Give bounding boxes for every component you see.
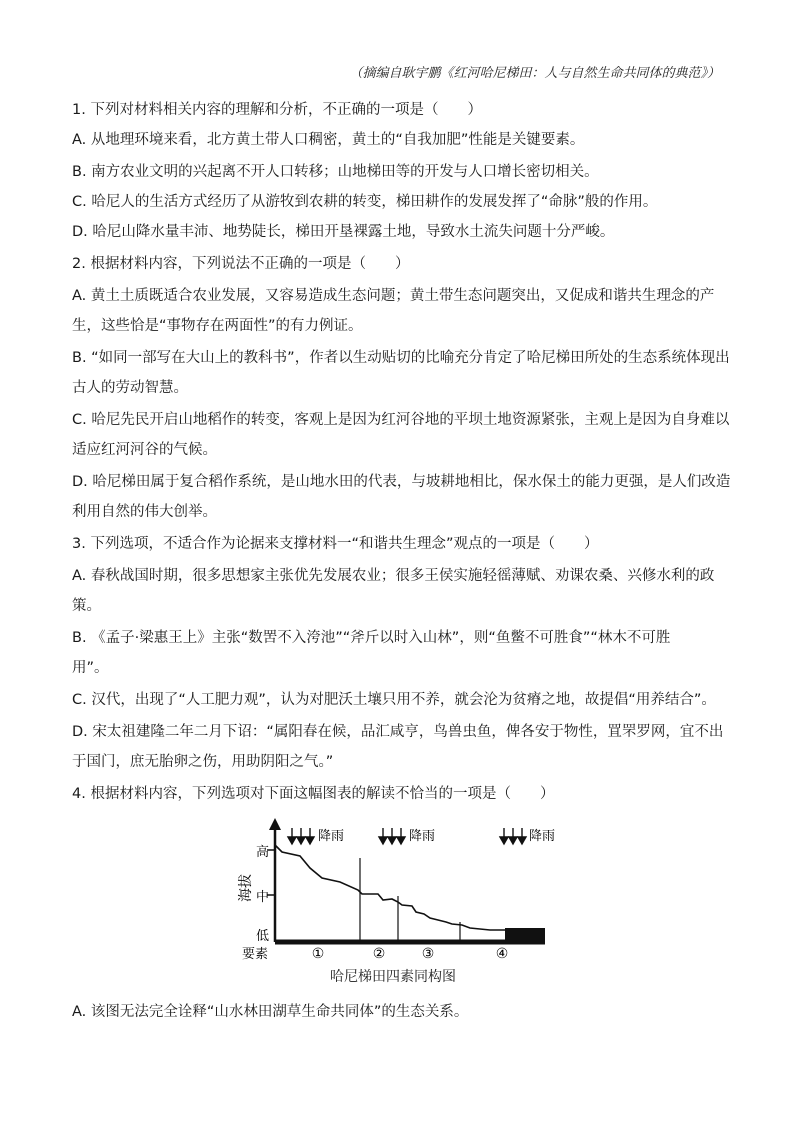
rain-label: 降雨 (409, 829, 436, 844)
terrain-profile (275, 845, 505, 930)
y-tick-label: 中 (256, 890, 270, 905)
text-line: A. 该图无法完全诠释“山水林田湖草生命共同体”的生态关系。 (72, 1004, 469, 1020)
rain-label: 降雨 (318, 829, 345, 844)
text-line: 于国门，庶无胎卵之伤，用助阴阳之气。” (72, 754, 334, 770)
text-line: D. 哈尼山降水量丰沛、地势陡长，梯田开垦裸露土地，导致水土流失问题十分严峻。 (72, 224, 615, 240)
text-line: A. 黄土土质既适合农业发展，又容易造成生态问题；黄土带生态问题突出，又促成和谐共生理念的产 (72, 288, 715, 304)
text-line: B. 《孟子·梁惠王上》主张“数罟不入洿池”“斧斤以时入山林”，则“鱼鳖不可胜食”“林木不可胜 (72, 630, 671, 646)
text-line: 策。 (72, 598, 101, 614)
rain-arrows-icon (500, 828, 526, 844)
y-axis-label: 海拔 (238, 874, 254, 902)
text-line: D. 哈尼梯田属于复合稻作系统，是山地水田的代表，与坡耕地相比，保水保土的能力更强，是人们改造 (72, 474, 731, 490)
zone-label: ② (372, 946, 386, 962)
text-line: C. 哈尼先民开启山地稻作的转变，客观上是因为红河谷地的平坝土地资源紧张，主观上是因为自身难以 (72, 412, 730, 428)
source-citation: （摘编自耿宇鹏《红河哈尼梯田：人与自然生命共同体的典范》） (349, 66, 720, 81)
text-line: 4. 根据材料内容，下列选项对下面这幅图表的解读不恰当的一项是（ ） (72, 786, 555, 802)
text-line: B. 南方农业文明的兴起离不开人口转移；山地梯田等的开发与人口增长密切相关。 (72, 164, 599, 180)
text-line: C. 汉代，出现了“人工肥力观”，认为对肥沃土壤只用不养，就会沦为贫瘠之地，故提倡“用养结合”。 (72, 692, 716, 708)
figure-caption: 哈尼梯田四素同构图 (330, 969, 456, 985)
y-axis-arrow-icon (269, 818, 281, 830)
text-line: 古人的劳动智慧。 (72, 380, 188, 396)
text-line: 利用自然的伟大创举。 (72, 504, 217, 520)
y-tick-label: 低 (256, 929, 270, 944)
zone-label: ③ (421, 946, 435, 962)
text-line: B. “如同一部写在大山上的教科书”，作者以生动贴切的比喻充分肯定了哈尼梯田所处的生态系统体现出 (72, 350, 730, 366)
text-line: C. 哈尼人的生活方式经历了从游牧到农耕的转变，梯田耕作的发展发挥了“命脉”般的作用。 (72, 194, 658, 210)
y-tick-label: 高 (256, 845, 270, 860)
text-line: D. 宋太祖建隆二年二月下诏：“属阳春在候，品汇咸亨，鸟兽虫鱼，俾各安于物性，罝罘罗网，宜不出 (72, 724, 724, 740)
zone-label: ④ (495, 946, 509, 962)
x-axis-label: 要素 (242, 947, 269, 962)
text-line: 2. 根据材料内容，下列说法不正确的一项是（ ） (72, 256, 410, 272)
rain-arrows-icon (288, 828, 314, 844)
ground-block (505, 928, 545, 940)
text-line: 1. 下列对材料相关内容的理解和分析，不正确的一项是（ ） (72, 102, 482, 118)
text-line: A. 春秋战国时期，很多思想家主张优先发展农业；很多王侯实施轻徭薄赋、劝课农桑、兴修水利的政 (72, 568, 715, 584)
text-line: 适应红河河谷的气候。 (72, 442, 217, 458)
rain-arrows-icon (379, 828, 405, 844)
rain-label: 降雨 (529, 829, 556, 844)
text-line: 3. 下列选项，不适合作为论据来支撑材料一“和谐共生理念”观点的一项是（ ） (72, 536, 599, 552)
text-line: 生，这些恰是“事物存在两面性”的有力例证。 (72, 318, 363, 334)
text-line: 用”。 (72, 660, 109, 676)
text-line: A. 从地理环境来看，北方黄土带人口稠密，黄土的“自我加肥”性能是关键要素。 (72, 132, 585, 148)
zone-label: ① (311, 946, 325, 962)
